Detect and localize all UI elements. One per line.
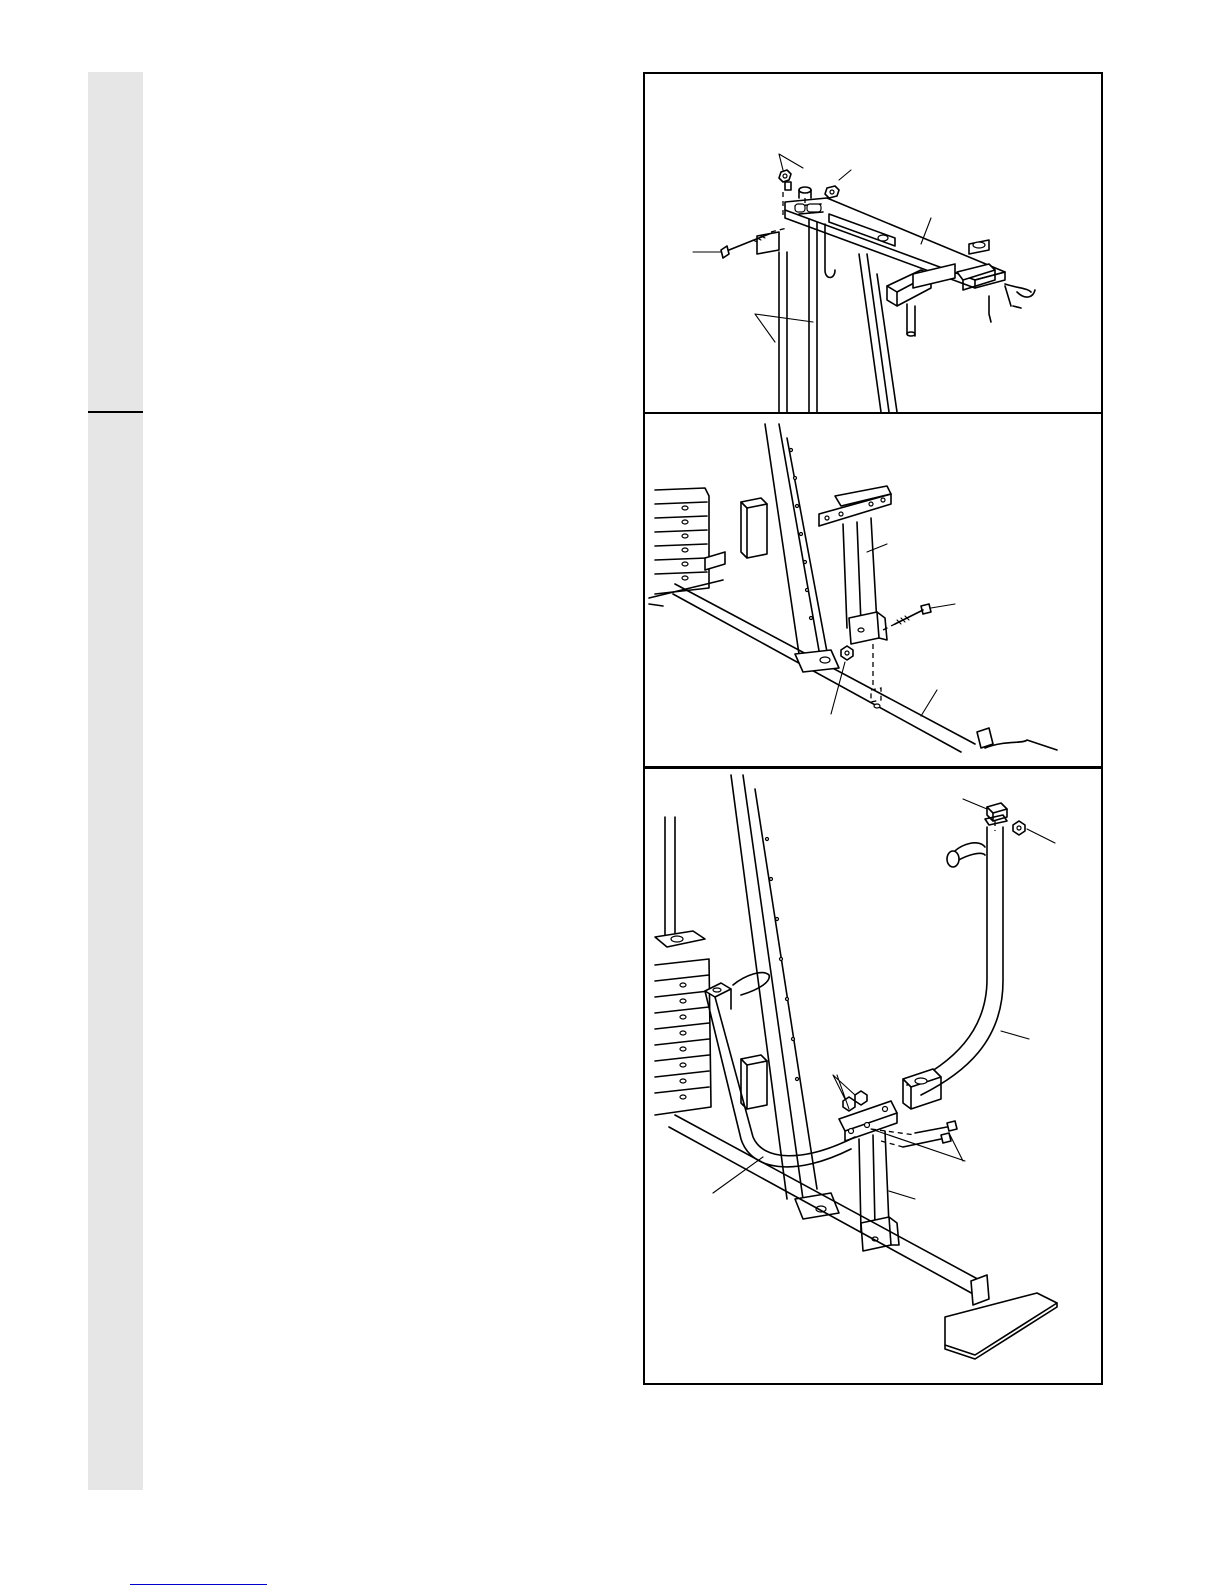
weight-stack bbox=[655, 488, 709, 594]
weight-stack bbox=[655, 931, 711, 1115]
vertical-post bbox=[765, 424, 839, 672]
step-divider bbox=[88, 411, 143, 413]
square-stub-tube bbox=[741, 498, 767, 558]
step-sidebar bbox=[88, 72, 143, 1490]
figure-1-panel bbox=[643, 72, 1103, 414]
left-bracket bbox=[757, 232, 779, 254]
right-arm-tube bbox=[903, 815, 1007, 1109]
nut-top bbox=[1013, 821, 1025, 835]
arm-bracket bbox=[839, 1101, 899, 1251]
figure-3-drawing bbox=[645, 769, 1101, 1383]
figure-3-panel bbox=[643, 767, 1103, 1385]
figure-2-panel bbox=[643, 412, 1103, 768]
nut bbox=[841, 646, 853, 660]
left-arm-tube bbox=[705, 973, 855, 1167]
figure-1-drawing bbox=[645, 74, 1101, 412]
bolt bbox=[883, 604, 931, 630]
figure-2-drawing bbox=[645, 414, 1101, 766]
cable bbox=[665, 817, 675, 935]
